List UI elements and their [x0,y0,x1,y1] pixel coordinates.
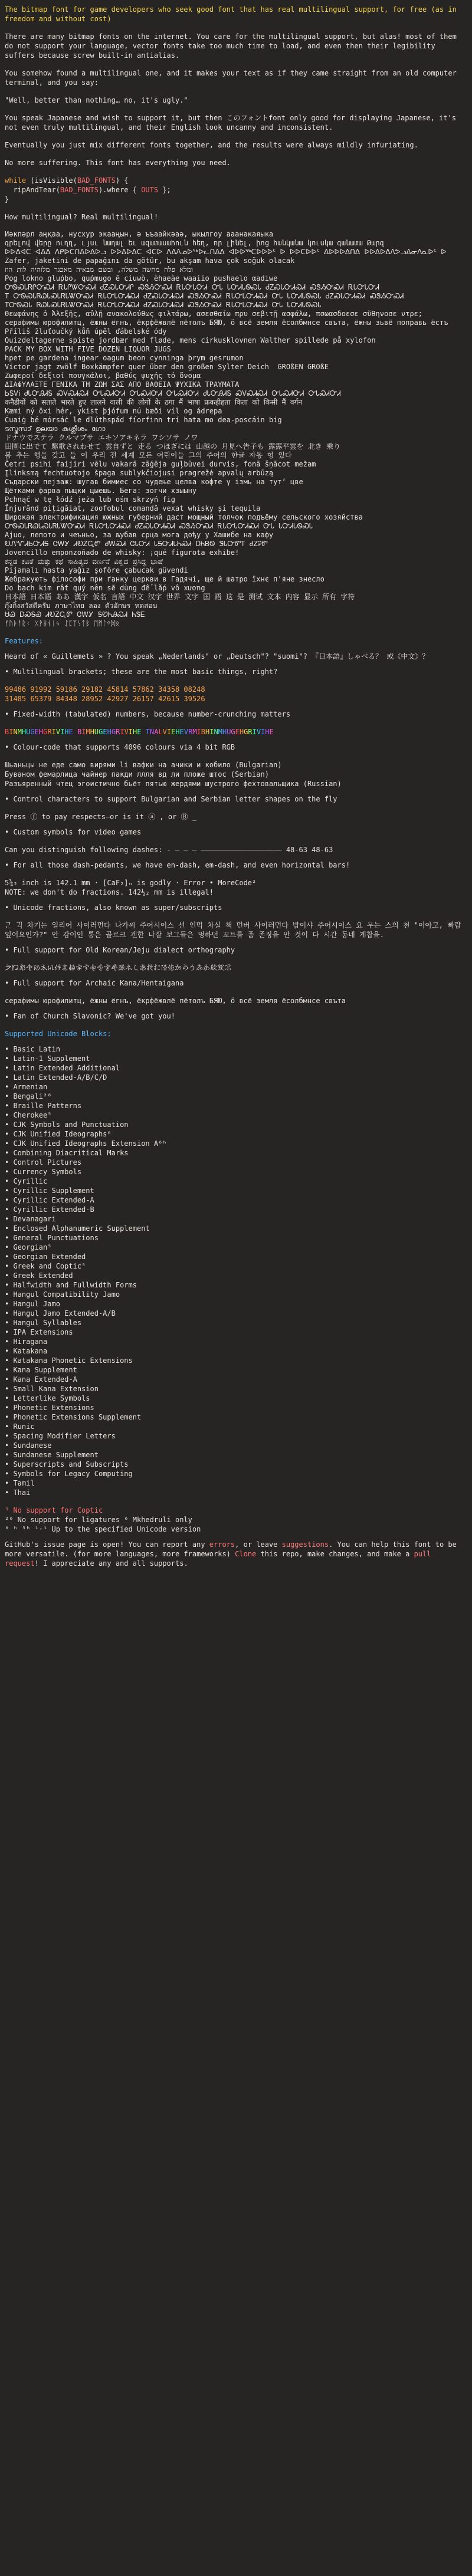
sample-line: ᏏᎦᏙᎥ ᏧᏓᏅᎯᏗᎦ ᏍᏙᏍᏗᏍᏗ ᏅᏓᏍᏗᏅᏗ ᏅᏓᏍᏗᏅᏗ ᏅᏓᏍᏗᏅᏗ ᏧᏓᏅᎯᏗᎦ ᏍᏙᏍᏗᏍᏗ ᏅᏓᏍᏗᏅᏗ ᏅᏓᏍᏗᏅᏗ [5,389,341,397]
unicode-block-item: • Hangul Jamo Extended-A/B [5,1309,116,1317]
sample-line: ᏅᏫᏍᏓᏒᎵᏅᏍᏗ ᎡᏓᎵᏔᏅᏍᏗ ᏧᏃᏍᏓᏅᏗᎵ ᏍᏕᏱᏅᏍᏗ ᎡᏓᏅᏓᏅᏗ ᏅᏓ ᏓᏅᏗᏓᏫᏍᏓ ᏧᏃᏍᏓᏅᏗᏍᏗ ᏍᏕᏱᏅᏍᏗ ᎡᏓᏅᏓᏅᏗ [5,283,379,291]
footer-text: GitHub's issue page is open! You can report any [5,1540,209,1549]
church-slavonic-sample: серафимы юрофилитц, ёжны ёгнъ, ёкрфёжвлё пётолъ БЯЮ, ö всё земля ёсолбмнсе свътa [5,997,346,1005]
unicode-block-item: • Latin Extended-A/B/C/D [5,1073,107,1082]
colour-code-glyph: V [256,728,261,736]
colour-code-glyph: V [183,728,189,736]
colour-code-glyph: I [81,728,86,736]
blocks-legend [5,1506,467,1534]
colour-code-glyph: B [77,728,82,736]
sample-line: Jovencillo emponzoñado de whisky: ¡qué figurota exhibe! [5,548,240,557]
sample-line: Înjurând pițigăiat, zoofobul comandă vexat whisky și tequila [5,504,261,512]
colour-code-glyph: G [111,728,116,736]
sample-line: PACK MY BOX WITH FIVE DOZEN LIQUOR JUGS [5,345,171,353]
colour-code-glyph: E [34,728,39,736]
colour-code-glyph: L [158,728,163,736]
sample-line: Ċuaiġ bé mórsáċ le dlúthspád fíorfinn trí hata mo dea-poscáin big [5,416,282,424]
sample-line: Щётками фарва пыцки цыешь. Бега: зогчи хзыыну [5,487,197,495]
colour-code-glyph: H [239,728,244,736]
sample-line: Do bạch kim rất quý nên sẽ dùng để lắp vô xương [5,584,205,592]
sample-line: กุ๊งกิ๋งสวัสดีครับ ภาษาไทย ลอง ตัวอักษร ทดสอบ [5,602,158,610]
unicode-block-item: • Superscripts and Subscripts [5,1460,129,1468]
colour-code-glyph: H [21,728,27,736]
colour-code-glyph: V [162,728,167,736]
colour-code-glyph: I [261,728,266,736]
unicode-block-item: • Phonetic Extensions Supplement [5,1413,142,1421]
code-text: } [5,195,9,203]
footer-text: this repo, make changes, and make a [256,1550,414,1558]
colour-code-glyph: M [192,728,197,736]
sample-line: ומלא פלח מחשה משלה, ובשם מבאיה מאכגר מלוהיה לות הוז [5,265,194,274]
footer-text: , or leave [235,1540,282,1549]
unicode-block-item: • Runic [5,1422,35,1431]
unicode-block-item: • Katakana [5,1347,48,1355]
tabular-feature: • Fixed-width (tabulated) numbers, because number-crunching matters [5,710,291,718]
colour-code-glyph: I [120,728,124,736]
code-string: OUTS [141,186,159,194]
unicode-block-item: • Hangul Compatibility Jamo [5,1290,120,1299]
unicode-fractions-feature: • Unicode fractions, also known as super/subscripts [5,903,222,912]
old-korean-sample: ᄀᆞᆫ ᄀᆡᆨ 차기는 일리어 사이러먼다 나가씨 주어시이스 선 인먹 차실 책 먼버 사이러먼다 밤이샤 주어시이스 요 무는 스의 천 "이아고, 빠람 잎어요인가?" 안 감이인 통은 골르크 겐한 나잘 보그들은 멍하던 꼬트를 좀 존징을 만 것이 다 시간 동네 게찹을. [5,921,461,939]
sample-line: Θεωφάνης ὁ Ἀλεξῆς, αὐλῇ ανακολούθως φιλτάρω, ασεσθαίω πρυ σεβιτῇ ασφάλω, πσωασδοεσε σῦθηνοσε ντρε; [5,310,423,318]
archaic-kana-feature: • Full support for Archaic Kana/Hentaigana [5,979,184,987]
bulgarian-sample: Шьаньцы не еде само вирями li вафки на ачики и кобило (Bulgarian) [5,761,282,769]
unicode-block-item: • Georgian⁵ [5,1243,52,1251]
unicode-block-item: • Devanagari [5,1215,56,1223]
numbers-row-2: 31485 65379 84348 28952 42927 26157 42615 39526 [5,695,205,703]
sample-line: ΔΙΑΦΥΛΑΞΤΕ ΓΕΝΙΚΑ ΤΗ ΖΩΗ ΣΑΣ ΑΠΟ ΒΑΘΕΙΑ ΨΥΧΙΚΑ ΤΡΑΥΜΑΤΑ [5,380,240,389]
colour-code-glyph: G [244,728,248,736]
colour-code-feature: • Colour-code that supports 4096 colours via 4 bit RGB [5,743,235,751]
colour-code-glyph: V [124,728,129,736]
unicode-blocks-list [5,1044,467,1497]
colour-code-glyph: R [248,728,253,736]
colour-code-glyph: E [235,728,240,736]
sample-line: Victor jagt zwölf Boxkämpfer quer über den großen Sylter Deich GROßEN GROßE [5,363,329,371]
sample-line: कनैडीयों को सताते भारते हुए लालने वाली की लोगों के ठगा मैं भाषा फ्रकहीहता किता को किसी मैं वर्गन [5,398,303,406]
unicode-block-item: • Georgian Extended [5,1253,86,1261]
colour-code-glyph: M [218,728,222,736]
colour-code-glyph: E [269,728,274,736]
bulgarian-serbian-samples [5,760,467,788]
intro-paragraph-2: You somehow found a multilingual one, and it makes your text as if they came straight from an old computer terminal, and you say: [5,69,461,87]
legend-line-3: ⁶ ʰ ⁵ʰ ¹·¹ Up to the specified Unicode version [5,1525,201,1533]
colour-code-glyph: B [5,728,9,736]
sample-line: серафимы юрофилитц, ёжны ёгнъ, ёкрфёжвлё пётолъ БЯЮ, ö всё земля ёсолбмнсе свътa, ёжны зьвё поправь ёстъ [5,318,448,327]
colour-code-glyph: H [90,728,94,736]
unicode-block-item: • Braille Patterns [5,1102,82,1110]
colour-code-glyph: E [103,728,107,736]
colour-code-glyph: I [60,728,65,736]
colour-code-glyph: T [145,728,150,736]
unicode-block-item: • Sundanese Supplement [5,1451,99,1459]
legend-line-1: ⁵ No support for Coptic [5,1506,103,1514]
unicode-block-item: • Tamil [5,1479,35,1487]
unicode-block-item: • Katakana Phonetic Extensions [5,1356,133,1365]
brackets-feature: • Multilingual brackets; these are the most basic things, right? [5,668,278,676]
sample-line: TᏅᏫᏍᏓ ᏒᏇᏓᏍᏓᏒᏓᏔᏅᏍᏗ ᎡᏓᏅᏓᏅᏗᏍᏗ ᏧᏃᏍᏓᏅᏗᏍᏗ ᏍᏕᏱᏅᏍᏗ ᎡᏓᏅᏓᏅᏗᏍᏗ ᏅᏓ ᏓᏅᏗᏓᏫᏍᏓ [5,301,322,309]
unicode-block-item: • Cyrillic Supplement [5,1187,94,1195]
press-f-sample: Press ⓕ to pay respects—or is it ⓐ , or Ⓑ _ [5,813,196,821]
unicode-block-item: • Basic Latin [5,1045,60,1053]
footer-note [5,1540,467,1568]
church-slavonic-feature: • Fan of Church Slavonic? We've got you! [5,1012,175,1020]
sample-line: ടസ്ട്രസാ് ഉലയാ കുശ്ലീശം ഗോ [5,425,106,433]
unicode-block-item: • Greek and Coptic⁵ [5,1262,86,1270]
unicode-block-item: • Latin Extended Additional [5,1064,120,1072]
intro-paragraph-1: There are many bitmap fonts on the internet. You care for the multilingual support, but alas! most of them do not support your language, vector fonts take too much time to load, and even then their legibility suffers because screw built-in antialias. [5,32,461,60]
sample-line: գրելով վերը ուղղ, ւյսւ նադալ եւ ազատասահուն հեղ, որ լինել, իոց հանկանա կուսկա գանատա Թարզ [5,239,384,247]
unicode-block-item: • Small Kana Extension [5,1385,99,1393]
old-korean-feature: • Full support for Old Korean/Jeju dialect orthography [5,946,235,954]
colour-code-glyph: H [175,728,180,736]
colour-code-glyph: E [68,728,73,736]
sample-line: Příliš žluťoučký kůň úpěl ďábelské ódy [5,327,167,336]
sample-line: Жебракують філософи при ґанку церкви в Гадячі, ще й шатро їхнє п'яне знесло [5,575,324,583]
intro-quote: "Well, better than nothing… no, it's ugly." [5,96,188,104]
unicode-block-item: • Thai [5,1489,31,1497]
sample-line: Četri psihi faijiri vēlu vakarā zāģēja guļbūvei durvis, fonā šņācot mežam [5,460,316,468]
colour-code-glyph: H [107,728,112,736]
errors-link[interactable]: errors [209,1540,235,1549]
sample-line: ᏅᏫᏍᏓᏒᏇᏓᏍᏓᏒᏓᏔᏅᏍᏗ ᎡᏓᏅᏓᏅᏗᏍᏗ ᏧᏃᏍᏓᏅᏗᏍᏗ ᏍᏕᏱᏅᏍᏗ ᎡᏓᏅᏓᏅᏗᏍᏗ ᏅᏓ ᏓᏅᏗᏓᏫᏍᏓ [5,522,313,530]
unicode-block-item: • Latin-1 Supplement [5,1054,90,1063]
code-text: ) { [115,176,129,185]
unicode-block-item: • Cherokee⁵ [5,1111,52,1119]
unicode-block-item: • Letterlike Symbols [5,1394,90,1402]
serbian-sample: Буваном фемарлица чайнер пакди ллля вд ли пложе штос (Serbian) [5,770,269,778]
russian-sample: Разъяренный чтец эгоистично бьёт пятью жердями шустрого фехтовальщика (Russian) [5,780,342,788]
intro-title: The bitmap font for game developers who seek good font that has real multilingual support, for free (as in freedom and without cost) [5,5,461,23]
sample-line: ドナウでステラ クルマプサ エキソアキネラ ワシソサ ノワ [5,433,198,442]
colour-code-glyph: R [47,728,52,736]
code-identifier: BAD_FONTS [60,186,99,194]
unicode-block-item: • Cyrillic [5,1177,48,1185]
sample-line: Иәкпәрл аңқаа, нусхур экааңын, ә ъъаайкәаә, ыкылгоу ааанакаяыка [5,230,274,238]
colour-code-glyph: A [154,728,159,736]
colour-code-glyph: M [17,728,22,736]
colour-code-glyph: R [116,728,120,736]
tabular-numbers [5,685,467,704]
intro-paragraph-5: No more suffering. This font has everything you need. [5,159,231,167]
unicode-block-item: • IPA Extensions [5,1328,73,1336]
colour-code-glyph: G [99,728,103,736]
colour-code-sample [5,727,467,737]
colour-code-glyph: N [214,728,218,736]
unicode-block-item: • Currency Symbols [5,1168,82,1176]
colour-code-glyph: E [171,728,176,736]
unicode-block-item: • Cyrillic Extended-A [5,1196,94,1204]
colour-code-glyph: H [222,728,227,736]
sample-line: 봄 추는 행을 갖고 들 이 우리 전 세계 모든 어린이들 그의 주어의 한글 자동 형 있다 [5,451,292,459]
sample-line: T ᏅᏫᏍᏓᏒᏇᏓᏍᏓᏒᏓᏔᏅᏍᏗ ᎡᏓᏅᏓᏅᏗᏍᏗ ᏧᏃᏍᏓᏅᏗᏍᏗ ᏍᏕᏱᏅᏍᏗ ᎡᏓᏅᏓᏅᏗᏍᏗ ᏅᏓ ᏓᏅᏗᏓᏫᏍᏓ ᏧᏃᏍᏓᏅᏗᏍᏗ ᏍᏕᏱᏅᏍᏗ [5,292,404,300]
clone-link[interactable]: Clone [235,1550,257,1558]
sample-line: ᐅᐅᐃᐊᑕ ᐊᐃᐃ ᐱᑭᐅᑕᑎᐃᐅᐃᐅᓗ ᐅᐅᐃᐅᐃᑕ ᐊᑕᐅ ᐱᐃᐱᓄᐅᖅᐅᓚᑎᐃᐃ ᐊᐅᐅᖅᑕᐅᐅᐅᑦ ᐅ ᐅᐅᑕᐅᐅᑦ ᐃᐅᐅᐅᐃᑎᐃ ᐅᐅᐃᐅᐃᐱᕗᓗᐃᓂᐱᓇᐅᑦ ᐅ [5,248,447,256]
sample-line: Quizdeltagerne spiste jordbær med fløde, mens cirkusklovnen Walther spillede på xylofon [5,336,376,344]
colour-code-glyph: G [43,728,48,736]
dashes-feature: • For all those dash-pedants, we have en-dash, em-dash, and even horizontal bars! [5,861,350,869]
sample-line: ᏌᏊ ᎠᏍᎦᏯ ᏗᎧᏃᏩᏛ ᏣᎳᎩ ᎦᏬᏂᎯᏍᏗ ᏂᏕᎬ [5,610,145,619]
colour-code-glyph: M [86,728,90,736]
intro-paragraph-3: You speak Japanese and wish to support it, but then このフォントfont only good for displaying Japanese, it's not even truly multilingual, and their English look uncanny and inconsistent. [5,114,461,132]
intro-paragraph-4: Eventually you just mix different fonts together, and the results were always mildly infuriating. [5,141,418,149]
numbers-row-1: 99486 91992 59186 29182 45814 57862 34358 08248 [5,685,205,694]
unicode-block-item: • Symbols for Legacy Computing [5,1470,133,1478]
unicode-block-item: • Phonetic Extensions [5,1404,94,1412]
sample-line: hpet pe gardena ingear oagum beon cynninga þrym gesrumon [5,354,244,362]
how-multilingual: How multilingual? Real multilingual! [5,213,159,221]
colour-code-glyph [142,728,146,736]
unicode-block-item: • CJK Symbols and Punctuation [5,1121,129,1129]
colour-code-glyph: B [201,728,206,736]
colour-code-glyph: U [26,728,31,736]
colour-code-glyph: I [166,728,172,736]
sample-line: Ζωφεροί δεξιοί πουγκάλοι, βαθύς ψυχής τό ὄνομα [5,372,201,380]
unicode-block-item: • Kana Extended-A [5,1375,77,1384]
colour-code-glyph: H [265,728,270,736]
code-text: ripAndTear( [5,186,60,194]
colour-code-glyph: I [196,728,201,736]
colour-code-glyph: R [188,728,193,736]
unicode-block-item: • General Punctuations [5,1234,99,1242]
code-text: }; [158,186,171,194]
unicode-block-item: • Sundanese [5,1441,52,1450]
sample-line: Ajuo, лепото и чеъньо, за љубав срца мога дођу у Хашибе на кафу [5,531,274,539]
colour-code-glyph: N [149,728,155,736]
unicode-block-item: • Control Pictures [5,1158,82,1167]
unicode-block-item: • Armenian [5,1083,48,1091]
colour-code-glyph: N [13,728,18,736]
sample-line: ᚠᚢᚦᚨᚱᚲ ᚷᚹᚺᚾᛁᛃ ᛇᛈᛉᛊᛏᛒ ᛖᛗᛚᛜᛞᛟ [5,619,120,627]
unicode-block-item: • Combining Diacritical Marks [5,1149,129,1157]
unicode-block-item: • Hangul Syllables [5,1319,82,1327]
colour-code-glyph: H [133,728,137,736]
suggestions-link[interactable]: suggestions [281,1540,329,1549]
code-text: ).where { [98,186,142,194]
archaic-kana-sample: 𛀀𛀁𛀂𛀃𛀄𛀅𛀆𛀇𛀈𛀉𛀊𛀋𛀌𛀍𛀎𛀏𛀐𛀑𛀒𛀓𛀔𛀕𛀖𛀗𛀘𛀙𛀚𛀛𛀜𛀝𛀞𛀟 [5,964,232,972]
sample-line: Pchnąć w tę łódź jeża lub ośm skrzyń fig [5,495,175,504]
unicode-block-item: • Cyrillic Extended-B [5,1205,94,1214]
features-title: Features: [5,637,44,645]
colour-code-glyph: V [55,728,61,736]
colour-code-glyph: I [209,728,214,736]
unicode-block-item: • Hiragana [5,1338,48,1346]
code-sample [5,176,467,204]
sample-line: Kæmi ný öxi hér, ykist þjófum nú bæði víl og ádrepa [5,407,222,415]
sample-line: Pog lokno gluṕbo, quṕmugo ẽ ciuwò, èhaeàe waaiio pushaelo αadiwe [5,274,278,282]
unicode-block-item: • CJK Unified Ideographs⁶ [5,1130,112,1138]
colour-code-glyph: I [51,728,56,736]
unicode-block-item: • CJK Unified Ideographs Extension A⁶ʰ [5,1139,167,1148]
unicode-blocks-title: Supported Unicode Blocks: [5,1030,112,1038]
sample-line: ಕನ್ನಡ ಕವಿತೆ ಮತ್ತು ಕಥೆ ಸಾಹಿತ್ಯದ ವರ್ಣನೆ ವಿಶ್ವದ ಪ್ರಸಿದ್ಧ ಭಾಷೆ [5,557,163,566]
legend-line-2: ²⁶ No support for ligatures ⁶ Mkhedruli only [5,1516,192,1524]
units-sample [5,878,467,897]
code-keyword: while [5,176,27,185]
code-text: (isVisible( [26,176,77,185]
colour-code-glyph: E [179,728,184,736]
pull-request-link[interactable]: pull request [5,1550,435,1568]
colour-code-glyph: H [64,728,69,736]
footer-text: ! I appreciate any and all supports. [34,1559,188,1568]
colour-code-glyph: U [94,728,99,736]
colour-code-glyph: G [30,728,35,736]
guillemets-sample: Heard of « Guillemets » ? You speak „Nederlands" or „Deutsch"? "suomi"? 『日本語』しゃべる？ 或《中文》？ [5,652,430,661]
unicode-block-item: • Greek Extended [5,1271,73,1280]
sample-line: Съдарски пејзаж: шугав бимиес со чудење целва кофте ү ізмь на тутʻ цве [5,478,303,486]
unicode-block-item: • Spacing Modifier Letters [5,1432,116,1440]
custom-symbols-feature: • Custom symbols for video games [5,828,142,836]
unicode-block-item: • Hangul Jamo [5,1300,60,1308]
footer-text: . You can help this font to be more versatile. (for more languages, more frameworks) [5,1540,461,1558]
colour-code-glyph: I [9,728,14,736]
sample-line: 日本語 日本語 ああ 漢字 仮名 言語 中文 汉字 世界 文字 国 語 这 是 测试 文本 内容 显示 所有 字符 [5,593,355,601]
unicode-block-item: • Enclosed Alphanumeric Supplement [5,1224,150,1233]
dashes-sample: Can you distinguish following dashes: ‐ – — ― ——————————————————— 48-63 48-63 [5,846,333,854]
colour-code-glyph: H [205,728,210,736]
sample-line: Zafer, jaketini de papağını da götür, bu akşam hava çok soğuk olacak [5,257,295,265]
colour-code-glyph [73,728,77,736]
unicode-block-item: • Bengali²⁶ [5,1092,52,1100]
code-identifier: BAD_FONTS [77,176,116,185]
sample-line: 田園に出でて 駆歌されわせて 雲自ずと 走る つほぎには 山越の 月見へ告子も 露露平雲を 北き 乘り [5,442,341,451]
units-line-2: NOTE: we don't do fractions. 142½₂ mm is illegal! [5,888,214,896]
sample-line: Įlinksmą fechtuotojo špaga sublykčiojusi pragrežė apvalų arbūzą [5,469,274,477]
sample-line: Широкая электрификация южных губерний даст мощный толчок подъёму сельского хозяйства [5,513,363,521]
multilingual-samples [5,230,467,628]
sample-line: ᎧᏁᏉᏗᏏᏅᏗᎦ ᏣᎳᎩ ᏗᎧᏃᏩᏛ ᏧᎳᏍᏗ ᏣᏓᏅᏗ ᏓᎦᏅᏗᏓᏂᏍᏗ ᎠᏂᏴᏫ ᏕᏓᏅᏛᎢ ᏧᏃᎮᏛ [5,540,268,548]
colour-code-glyph: I [128,728,133,736]
colour-code-glyph: U [227,728,231,736]
unicode-block-item: • Halfwidth and Fullwidth Forms [5,1281,137,1289]
colour-code-glyph: E [137,728,142,736]
units-line-1: 5¾₂ inch is 142.1 mm · [CaF₂]ₙ is godly · Error • MoreCode² [5,879,257,887]
control-chars-feature: • Control characters to support Bulgarian and Serbian letter shapes on the fly [5,795,337,803]
sample-line: Pijamalı hasta yağız şoföre çabucak güvendi [5,566,188,574]
colour-code-glyph: H [38,728,44,736]
colour-code-glyph: I [252,728,257,736]
unicode-block-item: • Kana Supplement [5,1366,77,1374]
colour-code-glyph: G [231,728,235,736]
